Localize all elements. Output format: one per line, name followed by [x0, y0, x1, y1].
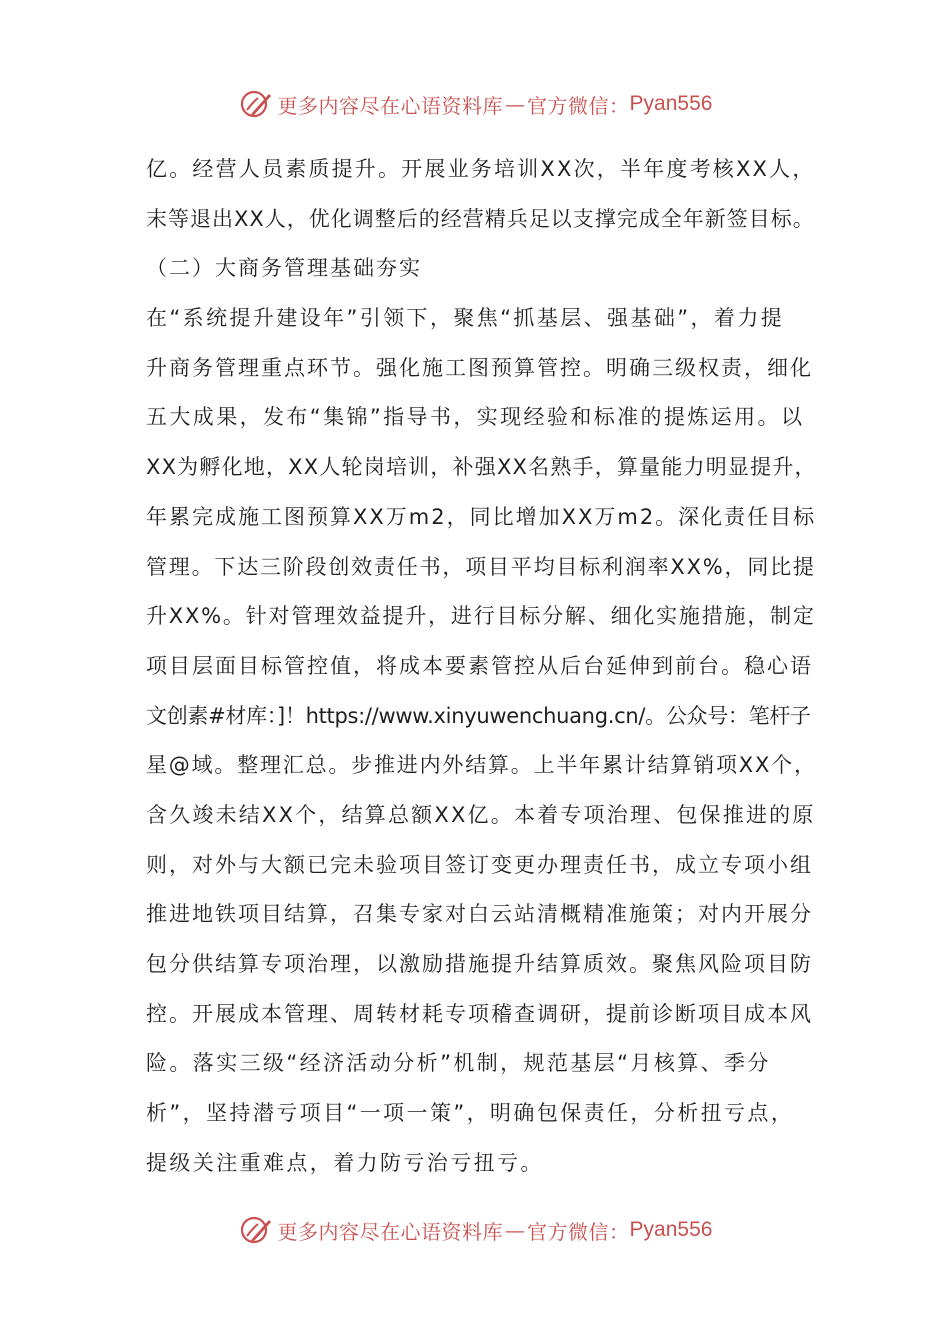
- text-line: 在“系统提升建设年”引领下，聚焦“抓基层、强基础”，着力提: [146, 306, 785, 331]
- text-line: 析”，坚持潜亏项目“一项一策”，明确包保责任，分析扭亏点，: [146, 1101, 795, 1126]
- banner-separator: —: [505, 92, 526, 116]
- text-line: 亿。经营人员素质提升。开展业务培训XX次，半年度考核XX人，: [146, 157, 816, 181]
- text-line: 含久竣未结XX个，结算总额XX亿。本着专项治理、包保推进的原: [146, 802, 816, 827]
- text-line: XX为孵化地，XX人轮岗培训，补强XX名熟手，算量能力明显提升，: [146, 455, 817, 480]
- text-line: 年累完成施工图预算XX万m2，同比增加XX万m2。深化责任目标: [146, 504, 817, 529]
- banner-wechat-id: Pyan556: [629, 1218, 713, 1241]
- text-line: 星@域。整理汇总。步推进内外结算。上半年累计结算销项XX个，: [146, 753, 817, 778]
- text-line: 升XX%。针对管理效益提升，进行目标分解、细化实施措施，制定: [146, 604, 816, 629]
- text-line: 推进地铁项目结算，召集专家对白云站清概精准施策；对内开展分: [146, 902, 813, 927]
- pen-circle-logo-icon: [238, 1212, 274, 1248]
- section-heading: （二）大商务管理基础夯实: [146, 256, 422, 281]
- banner-wechat-id: Pyan556: [629, 92, 713, 115]
- text-line: 末等退出XX人，优化调整后的经营精兵足以支撑完成全年新签目标。: [146, 206, 815, 231]
- banner-text: 更多内容尽在心语资料库: [277, 1219, 504, 1244]
- banner-suffix: 官方微信：: [527, 1219, 630, 1244]
- text-line: 五大成果，发布“集锦”指导书，实现经验和标准的提炼运用。以: [146, 405, 805, 430]
- document-body: [146, 152, 816, 1195]
- text-line: 管理。下达三阶段创效责任书，项目平均目标利润率XX%，同比提: [146, 554, 816, 579]
- text-line: 险。落实三级“经济活动分析”机制，规范基层“月核算、季分: [146, 1051, 771, 1076]
- banner-text: 更多内容尽在心语资料库: [277, 93, 504, 118]
- text-line: 包分供结算专项治理，以激励措施提升结算质效。聚焦风险项目防: [146, 952, 813, 976]
- pen-circle-logo-icon: [238, 86, 274, 122]
- text-line: 升商务管理重点环节。强化施工图预算管控。明确三级权责，细化: [146, 355, 813, 380]
- text-line: 项目层面目标管控值，将成本要素管控从后台延伸到前台。稳心语: [146, 653, 813, 678]
- header-banner: [0, 82, 950, 126]
- text-line: 提级关注重难点，着力防亏治亏扭亏。: [146, 1150, 544, 1175]
- footer-banner: [0, 1208, 950, 1252]
- banner-suffix: 官方微信：: [527, 93, 630, 118]
- banner-separator: —: [505, 1218, 526, 1242]
- text-line: 文创素#材库：]！https://www.xinyuwenchuang.cn/。公众号：笔杆子: [146, 703, 811, 728]
- text-line: 控。开展成本管理、周转材耗专项稽查调研，提前诊断项目成本风: [146, 1001, 813, 1026]
- text-line: 则，对外与大额已完未验项目签订变更办理责任书，成立专项小组: [146, 852, 813, 877]
